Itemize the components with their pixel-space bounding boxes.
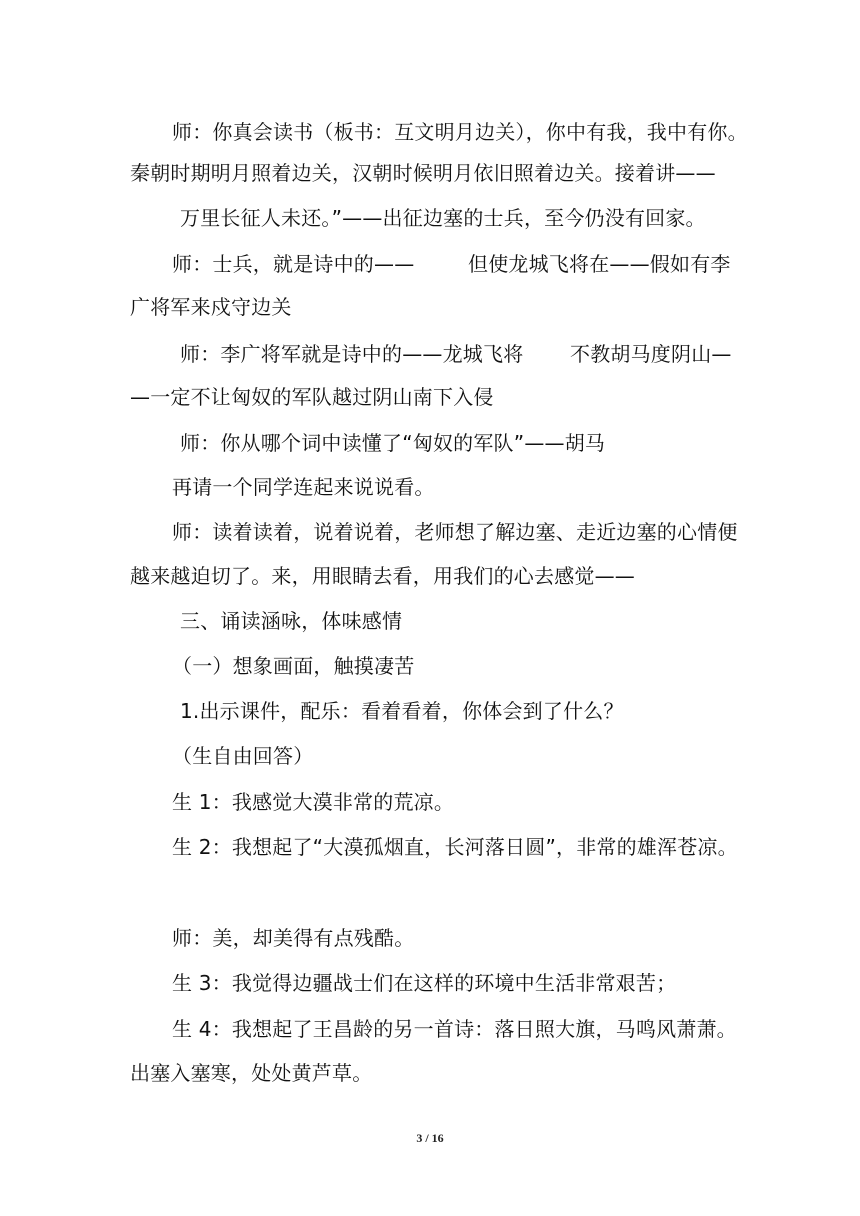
paragraph-line	[0, 204, 860, 232]
line-text: 师：你真会读书（板书：互文明月边关），你中有我，我中有你。	[172, 120, 748, 144]
page-number: 3 / 16	[416, 1131, 444, 1145]
paragraph-line	[0, 833, 860, 861]
line-text: 师：读着读着，说着说着，老师想了解边塞、走近边塞的心情便	[172, 520, 738, 544]
line-text: 生 1：我感觉大漠非常的荒凉。	[172, 790, 455, 814]
line-text: 但使龙城飞将在——假如有李	[468, 252, 731, 276]
line-text: 师：士兵，就是诗中的——	[172, 252, 415, 276]
line-text: 生 3：我觉得边疆战士们在这样的环境中生活非常艰苦；	[172, 971, 677, 995]
paragraph-line	[0, 969, 860, 997]
paragraph-line	[0, 383, 860, 411]
paragraph-line	[0, 1015, 860, 1043]
paragraph-line	[0, 429, 860, 457]
line-text: 再请一个同学连起来说说看。	[172, 475, 435, 499]
line-text: 师：李广将军就是诗中的——龙城飞将	[180, 342, 524, 366]
line-text: 越来越迫切了。来，用眼睛去看，用我们的心去感觉——	[130, 564, 635, 588]
line-text: 师：美，却美得有点残酷。	[172, 926, 415, 950]
line-text: 生 2：我想起了“大漠孤烟直，长河落日圆”，非常的雄浑苍凉。	[172, 835, 738, 859]
paragraph-line	[0, 788, 860, 816]
paragraph-line	[0, 1059, 860, 1087]
line-text: 广将军来戍守边关	[130, 295, 292, 319]
paragraph-line	[0, 562, 860, 590]
paragraph-line	[0, 473, 860, 501]
line-text: 1.出示课件，配乐：看着看着，你体会到了什么？	[180, 699, 624, 723]
line-text: 秦朝时期明月照着边关，汉朝时候明月依旧照着边关。接着讲——	[130, 161, 716, 185]
paragraph-line	[0, 697, 860, 725]
section-heading	[0, 607, 860, 635]
line-text: 万里长征人未还。”——出征边塞的士兵，至今仍没有回家。	[180, 206, 706, 230]
paragraph-line	[0, 293, 860, 321]
line-text: 出塞入塞寒，处处黄芦草。	[130, 1061, 373, 1085]
line-text: —一定不让匈奴的军队越过阴山南下入侵	[130, 385, 494, 409]
line-text: （生自由回答）	[172, 744, 314, 768]
line-text: 不教胡马度阴山—	[570, 342, 732, 366]
paragraph-line	[0, 742, 860, 770]
paragraph-line	[0, 924, 860, 952]
line-text: 三、诵读涵咏，体味感情	[180, 609, 403, 633]
line-text: 师：你从哪个词中读懂了“匈奴的军队”——胡马	[180, 431, 606, 455]
paragraph-line	[0, 518, 860, 546]
line-text: （一）想象画面，触摸凄苦	[172, 654, 415, 678]
line-text: 生 4：我想起了王昌龄的另一首诗：落日照大旗，马鸣风萧萧。	[172, 1017, 737, 1041]
paragraph-line	[0, 159, 860, 187]
paragraph-line	[0, 118, 860, 146]
subsection-heading	[0, 652, 860, 680]
